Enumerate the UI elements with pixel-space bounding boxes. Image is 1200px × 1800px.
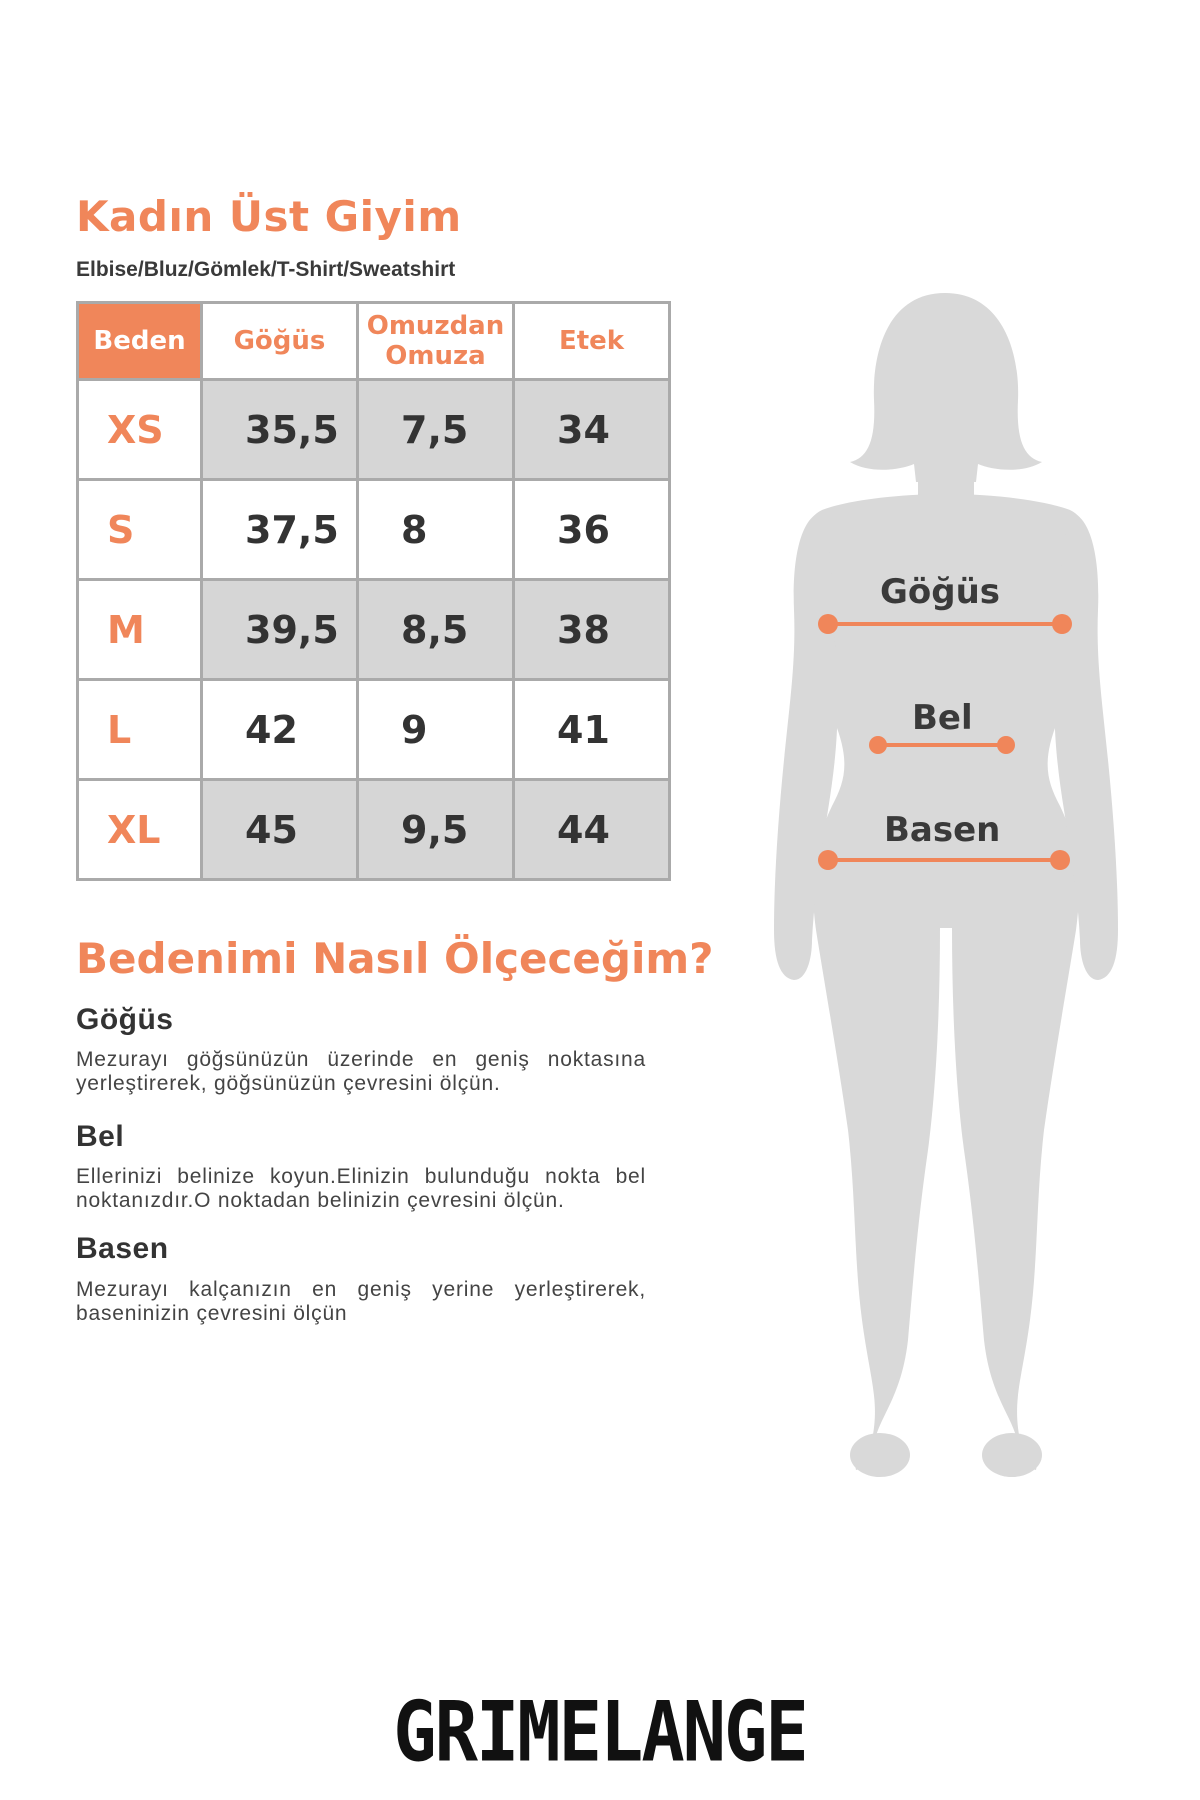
etek-value: 41	[514, 680, 670, 780]
etek-value: 38	[514, 580, 670, 680]
section-text-gogus: Mezurayı göğsünüzün üzerinde en geniş noktasına yerleştirerek, göğsünüzün çevresini ölçün.	[76, 1048, 646, 1095]
gogus-value: 37,5	[202, 480, 358, 580]
figure-label-basen: Basen	[884, 810, 1001, 850]
figure-label-gogus: Göğüs	[880, 572, 1001, 612]
size-label: XS	[78, 380, 202, 480]
section-text-bel: Ellerinizi belinize koyun.Elinizin bulunduğu nokta bel noktanızdır.O noktadan belinizin çevresini ölçün.	[76, 1165, 646, 1212]
omuz-value: 7,5	[358, 380, 514, 480]
etek-value: 36	[514, 480, 670, 580]
etek-value: 44	[514, 780, 670, 880]
brand-logo: GRIMELANGE	[393, 1683, 807, 1781]
size-label: XL	[78, 780, 202, 880]
page-title: Kadın Üst Giyim	[76, 192, 462, 241]
header-omuz: Omuzdan Omuza	[358, 303, 514, 380]
omuz-value: 9	[358, 680, 514, 780]
gogus-value: 39,5	[202, 580, 358, 680]
section-heading-bel: Bel	[76, 1120, 125, 1153]
size-label: M	[78, 580, 202, 680]
header-gogus: Göğüs	[202, 303, 358, 380]
omuz-value: 8	[358, 480, 514, 580]
howto-title: Bedenimi Nasıl Ölçeceğim?	[76, 934, 714, 983]
omuz-value: 9,5	[358, 780, 514, 880]
gogus-value: 42	[202, 680, 358, 780]
section-heading-basen: Basen	[76, 1232, 169, 1265]
gogus-value: 35,5	[202, 380, 358, 480]
section-heading-gogus: Göğüs	[76, 1003, 174, 1036]
header-beden: Beden	[78, 303, 202, 380]
size-label: L	[78, 680, 202, 780]
etek-value: 34	[514, 380, 670, 480]
figure-label-bel: Bel	[912, 698, 973, 738]
page-subtitle: Elbise/Bluz/Gömlek/T-Shirt/Sweatshirt	[76, 258, 456, 281]
gogus-value: 45	[202, 780, 358, 880]
omuz-value: 8,5	[358, 580, 514, 680]
header-etek: Etek	[514, 303, 670, 380]
silhouette-shape	[774, 293, 1118, 1477]
section-text-basen: Mezurayı kalçanızın en geniş yerine yerleştirerek, baseninizin çevresini ölçün	[76, 1278, 646, 1325]
size-label: S	[78, 480, 202, 580]
